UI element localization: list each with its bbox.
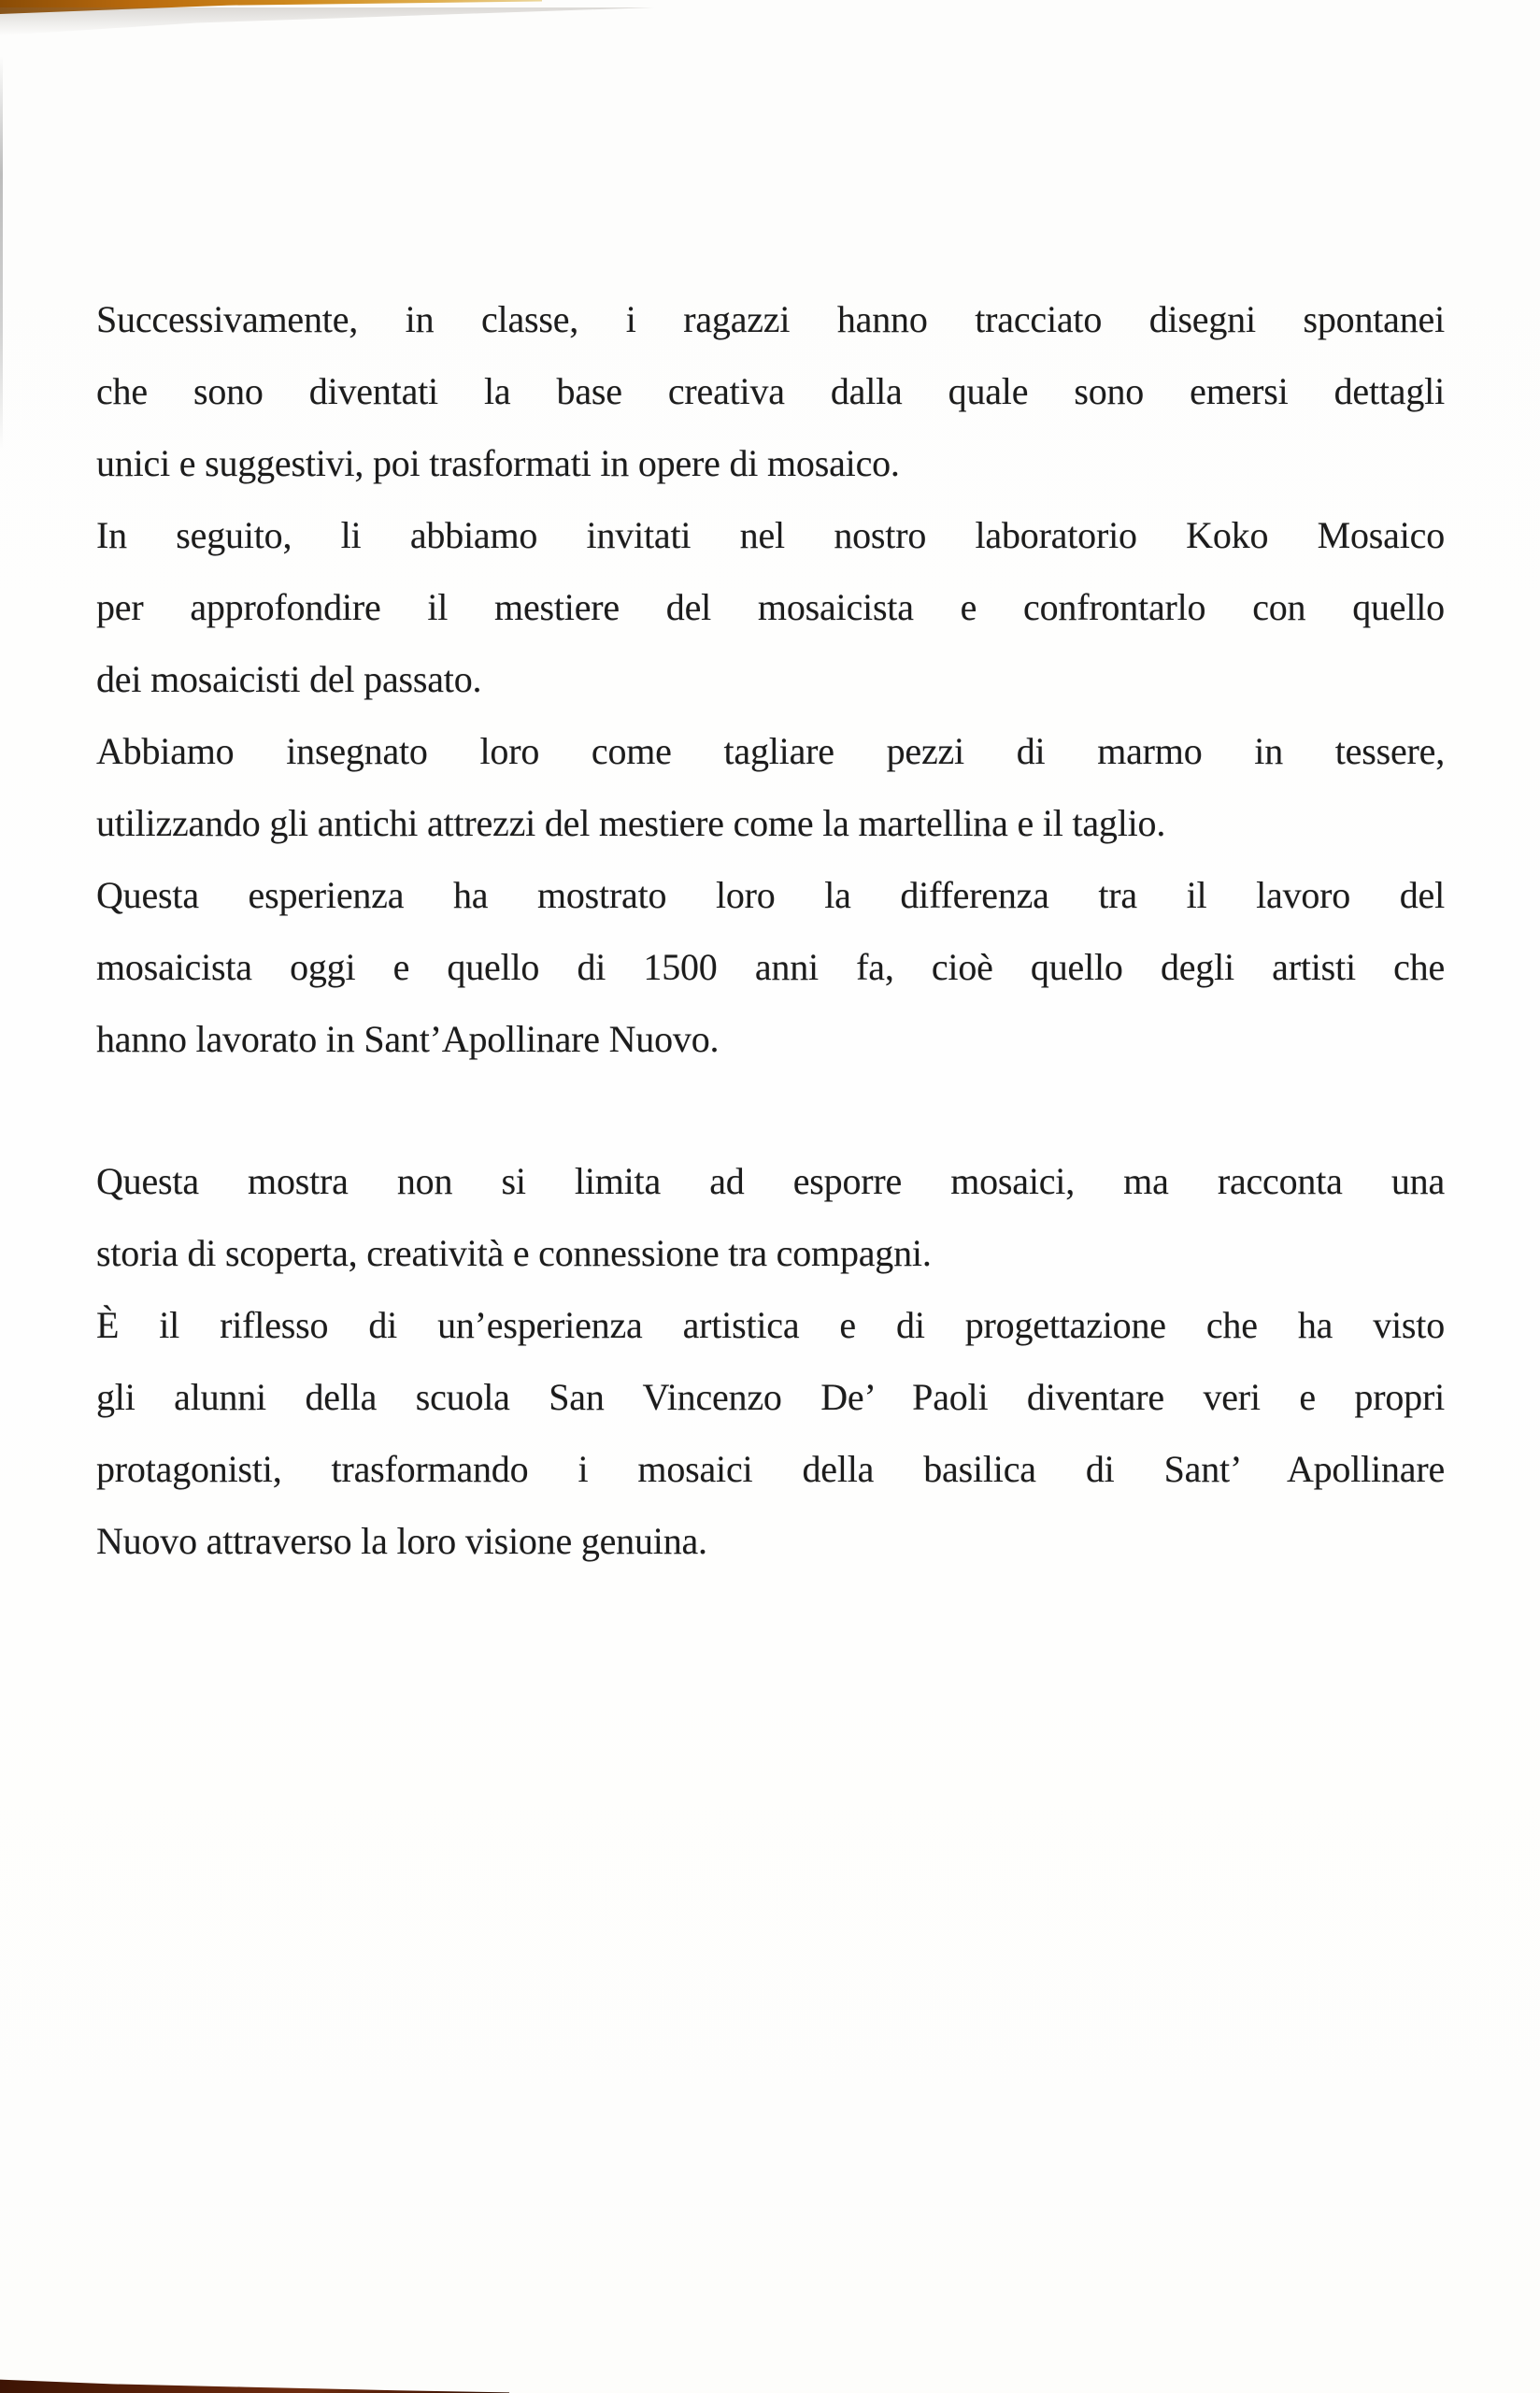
paragraph-3	[96, 715, 1445, 859]
text-line: per approfondire il mestiere del mosaicista e confrontarlo con quello	[96, 586, 1445, 628]
text-line: mosaicista oggi e quello di 1500 anni fa, cioè quello degli artisti che	[96, 946, 1445, 988]
text-line: Questa esperienza ha mostrato loro la differenza tra il lavoro del	[96, 874, 1445, 916]
book-cover-edge-bottom	[0, 2374, 509, 2393]
text-line: hanno lavorato in Sant’Apollinare Nuovo.	[96, 1018, 720, 1060]
text-line: protagonisti, trasformando i mosaici della basilica di Sant’ Apollinare	[96, 1448, 1445, 1490]
paragraph-4	[96, 859, 1445, 1075]
text-line: Questa mostra non si limita ad esporre mosaici, ma racconta una	[96, 1160, 1445, 1202]
text-line: storia di scoperta, creatività e connessione tra compagni.	[96, 1232, 932, 1274]
text-line: unici e suggestivi, poi trasformati in opere di mosaico.	[96, 442, 900, 484]
text-line: È il riflesso di un’esperienza artistica e di progettazione che ha visto	[96, 1304, 1445, 1346]
paragraph-2	[96, 499, 1445, 715]
text-line: Abbiamo insegnato loro come tagliare pezzi di marmo in tessere,	[96, 730, 1445, 772]
page-edge-left	[0, 56, 3, 449]
paragraph-5	[96, 1145, 1445, 1289]
text-line: che sono diventati la base creativa dalla quale sono emersi dettagli	[96, 370, 1445, 412]
paragraph-6	[96, 1289, 1445, 1577]
page-edge-shadow	[0, 7, 654, 36]
paragraph-1	[96, 283, 1445, 499]
text-line: dei mosaicisti del passato.	[96, 658, 482, 700]
body-text	[96, 283, 1445, 1577]
text-line: utilizzando gli antichi attrezzi del mestiere come la martellina e il taglio.	[96, 802, 1166, 844]
text-line: In seguito, li abbiamo invitati nel nostro laboratorio Koko Mosaico	[96, 514, 1445, 556]
text-line: Nuovo attraverso la loro visione genuina.	[96, 1520, 707, 1562]
text-line: gli alunni della scuola San Vincenzo De’ Paoli diventare veri e propri	[96, 1376, 1445, 1418]
text-line: Successivamente, in classe, i ragazzi hanno tracciato disegni spontanei	[96, 298, 1445, 340]
